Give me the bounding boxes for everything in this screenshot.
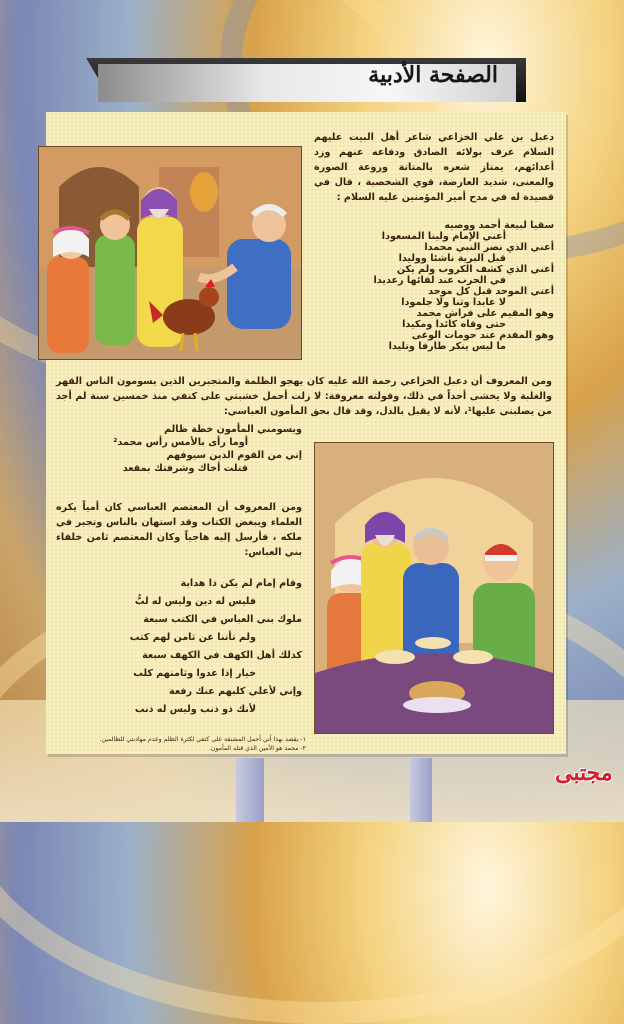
verse-first-hemistich: سقيا لبيعة أحمد ووصيه [444,220,554,231]
article-panel [46,112,566,754]
verse-second-hemistich: قتلت أخاك وشرفتك بمقعد [122,463,248,474]
brand-logo: مجتبى [555,760,613,786]
verse-second-hemistich: قبل البرية ناشئا ووليدا [398,253,506,264]
page-title-banner [86,58,526,102]
verse-second-hemistich: لا عابدا وثنا ولا جلمودا [401,297,506,308]
verse-second-hemistich: في الحرب عند لقائها رعديدا [373,275,506,286]
illustration-market-scene [38,146,302,360]
verse-first-hemistich: ملوك بني العباس في الكتب سبعة [143,614,302,625]
background-pillar [410,758,432,822]
verse-first-hemistich: أعني الذي كشف الكروب ولم يكن [396,264,554,275]
verse-second-hemistich: أوما رأى بالأمس رأس محمد² [113,437,248,448]
background-pillar [236,758,264,822]
verse-first-hemistich: وهو المقيم على فراش محمد [416,308,554,319]
verse-first-hemistich: أعني الذي نصر النبي محمدا [424,242,554,253]
verse-second-hemistich: خيار إذا عدوا وثامنهم كلب [133,668,256,679]
verse-first-hemistich: إني من القوم الذين سيوفهم [166,450,302,461]
intro-paragraph: دعبل بن علي الخزاعي شاعر أهل البيت عليهم السلام عرف بولائه الصادق ودفاعه عنهم وزد أعدائهم، يمتاز شعره بالمتانة وروعة الصورة والمعنى، شديد العارضة، قوي الشخصية ، قال في قصيدة له في مدح أمير المؤمنين عليه السلام : [314,132,554,203]
verse-second-hemistich: فليس له دين وليس له لبُّ [134,596,256,607]
story-paragraph: ومن المعروف أن دعبل الخزاعي رحمة الله عليه كان يهجو الظلمة والمتجبرين الذين يسومون الناس القهر والغلبة ولا يخشى أحداً في ذلك، وقولته معروفة: لا زلت أحمل خشبتي على كتفي منذ خمسين سنة لم أجد من يصلبني عليها¹، لأنه لا يقبل بالذل، وقد قال بحق المأمون العباسي: [56,376,552,417]
verse-first-hemistich: وهو المقدم عند حومات الوغى [411,330,554,341]
footnote-1: ١- يقصد بهذا أني أحمل المشنقة على كتفي لكثرة الظلم وعدم مهادنتي للظالمين. [99,736,306,743]
verse-second-hemistich: ما ليس ينكر طارفا وتليدا [388,341,506,352]
illustration-feast-scene [314,442,554,734]
story-paragraph-2: ومن المعروف أن المعتصم العباسي كان أمياً يكره العلماء ويبغض الكتاب وقد استهان بالناس وتجبر في ملكه ، فأرسل إليه هاجياً وكان المعتصم ثامن خلفاء بني العباس: [56,502,302,558]
verse-first-hemistich: كذلك أهل الكهف في الكهف سبعة [142,650,302,661]
verse-second-hemistich: لأنك ذو ذنب وليس له ذنب [134,704,256,715]
verse-first-hemistich: ويسومني المأمون خطة ظالم [164,424,302,435]
verse-second-hemistich: ولم تأتنا عن ثامن لهم كتب [129,632,256,643]
verse-first-hemistich: وقام إمام لم يكن ذا هداية [180,578,302,589]
footnote-2: ٢- محمد هو الأمين الذي قتله المأمون. [208,745,306,752]
verse-first-hemistich: أعني الموحد قبل كل موحد [428,286,554,297]
verse-second-hemistich: حتى وقاه كائدا ومكيدا [402,319,506,330]
verse-first-hemistich: وإني لأعلي كلبهم عنك رفعة [169,686,302,697]
page-title: الصفحة الأدبية [368,62,498,88]
verse-second-hemistich: أعني الإمام ولينا المسعودا [381,231,506,242]
